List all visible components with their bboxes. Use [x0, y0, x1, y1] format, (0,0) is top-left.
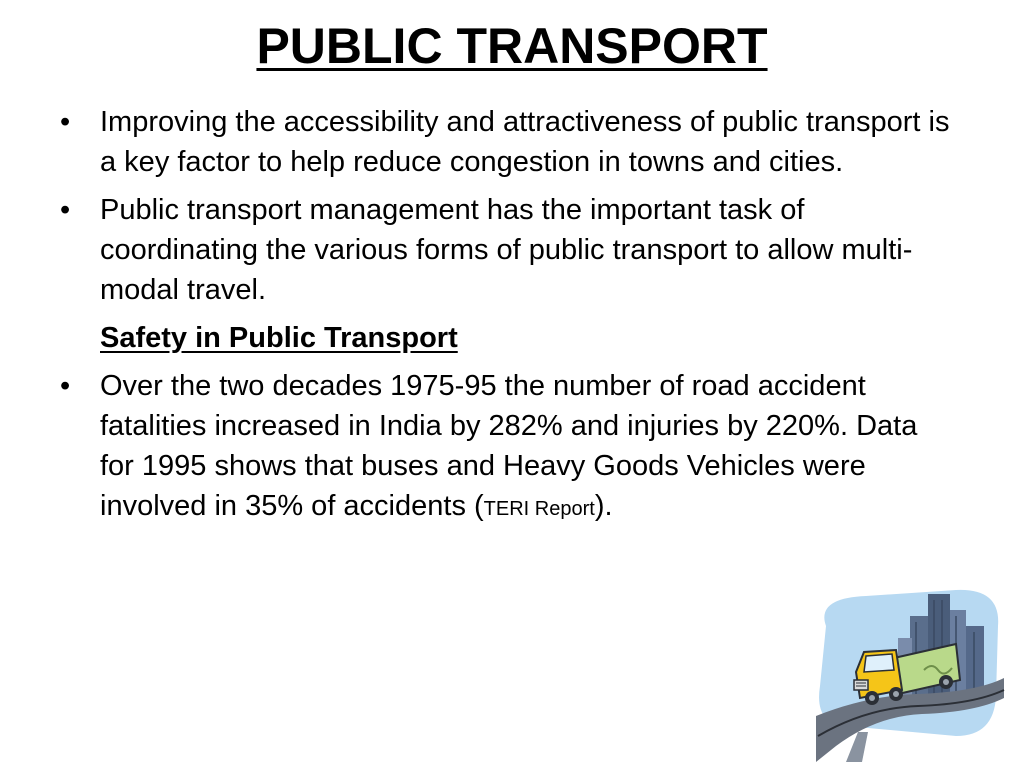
slide-title — [0, 14, 1024, 78]
bullet-text-3: Over the two decades 1975-95 the number of road accident fatalities increased in India by 282% and injuries by 220%. Data for 1995 shows that buses and Heavy Goods Vehicles were involved in 35% of accidents ( — [100, 370, 918, 522]
slide-body — [58, 102, 958, 537]
truck-city-road-icon — [806, 586, 1006, 762]
bullet-marker: • — [60, 370, 71, 402]
bullet-text-2: Public transport management has the important task of coordinating the various forms of public transport to allow multi-modal travel. — [100, 194, 913, 306]
bullet-item-2 — [58, 190, 958, 310]
bullet-text-3-end: ). — [594, 490, 613, 522]
bullet-marker: • — [60, 194, 71, 226]
slide-title-text: PUBLIC TRANSPORT — [256, 18, 768, 74]
bullet-text-1: Improving the accessibility and attractiveness of public transport is a key factor to help reduce congestion in towns and cities. — [100, 106, 950, 178]
source-citation: TERI Report — [483, 498, 595, 520]
safety-subheading: Safety in Public Transport — [100, 322, 458, 354]
bullet-marker: • — [60, 106, 71, 138]
bullet-item-1 — [58, 102, 958, 182]
bullet-item-3 — [58, 366, 958, 529]
